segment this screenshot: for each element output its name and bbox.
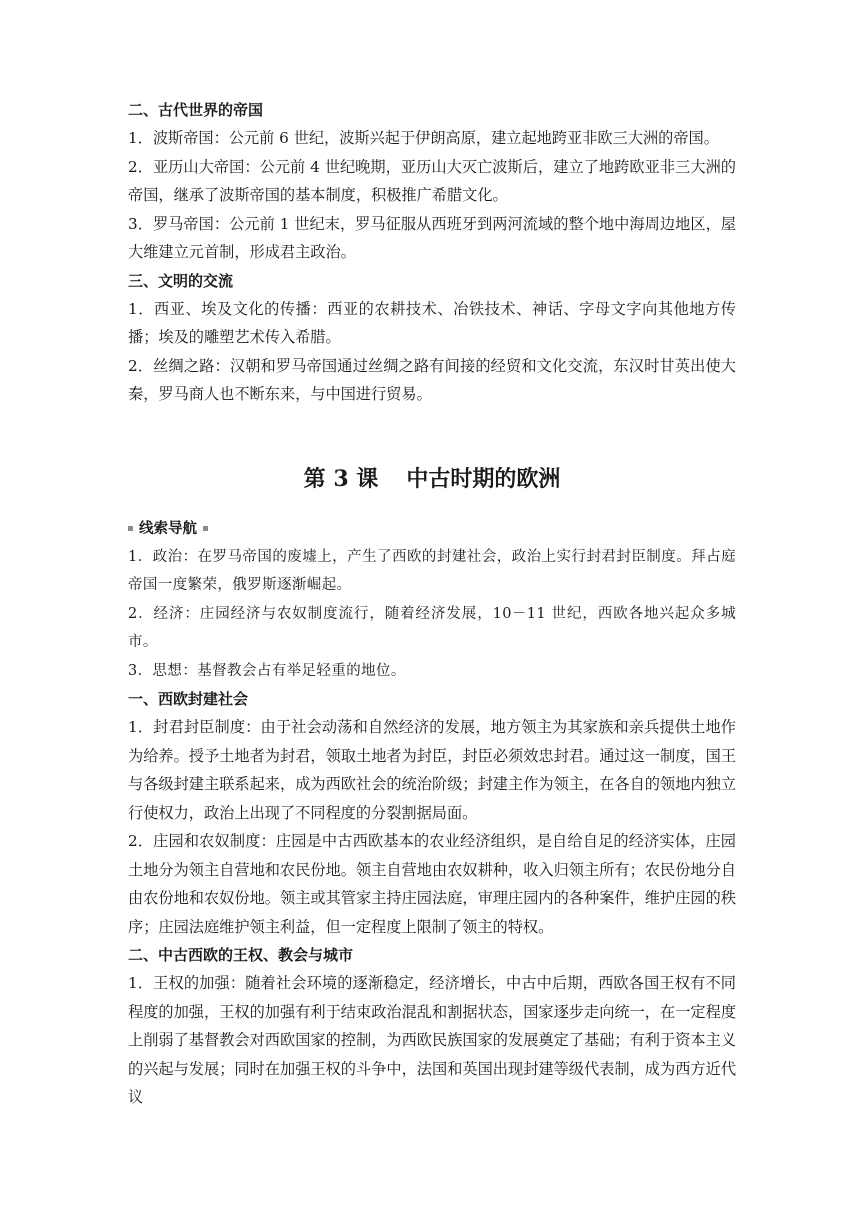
guide-heading [128, 515, 736, 543]
lesson-name: 中古时期的欧洲 [406, 465, 561, 492]
lesson-number: 第 3 课 [303, 465, 379, 492]
square-bullet-icon [128, 526, 133, 531]
section-heading: 一、西欧封建社会 [128, 690, 249, 708]
paragraph: 2．亚历山大帝国：公元前 4 世纪晚期，亚历山大灭亡波斯后，建立了地跨欧亚非三大洲的帝国，继承了波斯帝国的基本制度，积极推广希腊文化。 [128, 157, 736, 204]
section-heading: 二、古代世界的帝国 [128, 101, 264, 119]
section-kingship-church-cities [128, 941, 736, 1112]
paragraph: 1．王权的加强：随着社会环境的逐渐稳定，经济增长，中古中后期，西欧各国王权有不同程度的加强，王权的加强有利于结束政治混乱和割据状态，国家逐步走向统一，在一定程度上削弱了基督教会对西欧国家的控制，为西欧民族国家的发展奠定了基础；有利于资本主义的兴起与发展；同时在加强王权的斗争中，法国和英国出现封建等级代表制，成为西方近代议 [128, 974, 736, 1106]
section-ancient-empires [128, 96, 736, 267]
square-bullet-icon [203, 526, 208, 531]
paragraph: 1．西亚、埃及文化的传播：西亚的农耕技术、冶铁技术、神话、字母文字向其他地方传播；埃及的雕塑艺术传入希腊。 [128, 299, 736, 346]
section-civilization-exchange [128, 267, 736, 409]
paragraph: 2．庄园和农奴制度：庄园是中古西欧基本的农业经济组织，是自给自足的经济实体，庄园土地分为领主自营地和农民份地。领主自营地由农奴耕种，收入归领主所有；农民份地分自由农份地和农奴份地。领主或其管家主持庄园法庭，审理庄园内的各种案件，维护庄园的秩序；庄园法庭维护领主利益，但一定程度上限制了领主的特权。 [128, 832, 736, 936]
section-heading: 二、中古西欧的王权、教会与城市 [128, 946, 354, 964]
section-western-feudal-society [128, 685, 736, 941]
section-clue-guide [128, 515, 736, 686]
paragraph: 3．罗马帝国：公元前 1 世纪末，罗马征服从西班牙到两河流域的整个地中海周边地区，屋大维建立元首制，形成君主政治。 [128, 214, 736, 261]
guide-item: 3．思想：基督教会占有举足轻重的地位。 [128, 662, 406, 679]
document-page [128, 96, 736, 1112]
paragraph: 1．波斯帝国：公元前 6 世纪，波斯兴起于伊朗高原，建立起地跨亚非欧三大洲的帝国。 [128, 129, 719, 147]
paragraph: 1．封君封臣制度：由于社会动荡和自然经济的发展，地方领主为其家族和亲兵提供土地作为给养。授予土地者为封君，领取土地者为封臣，封臣必须效忠封君。通过这一制度，国王与各级封建主联系起来，成为西欧社会的统治阶级；封建主作为领主，在各自的领地内独立行使权力，政治上出现了不同程度的分裂割据局面。 [128, 718, 736, 822]
guide-item: 1．政治：在罗马帝国的废墟上，产生了西欧的封建社会，政治上实行封君封臣制度。拜占庭帝国一度繁荣，俄罗斯逐渐崛起。 [128, 548, 736, 593]
paragraph: 2．丝绸之路：汉朝和罗马帝国通过丝绸之路有间接的经贸和文化交流，东汉时甘英出使大秦，罗马商人也不断东来，与中国进行贸易。 [128, 356, 736, 403]
guide-item: 2．经济：庄园经济与农奴制度流行，随着经济发展，10－11 世纪，西欧各地兴起众多城市。 [128, 605, 736, 650]
lesson-title [128, 459, 736, 499]
section-heading: 三、文明的交流 [128, 271, 234, 290]
guide-heading-label: 线索导航 [139, 520, 197, 537]
